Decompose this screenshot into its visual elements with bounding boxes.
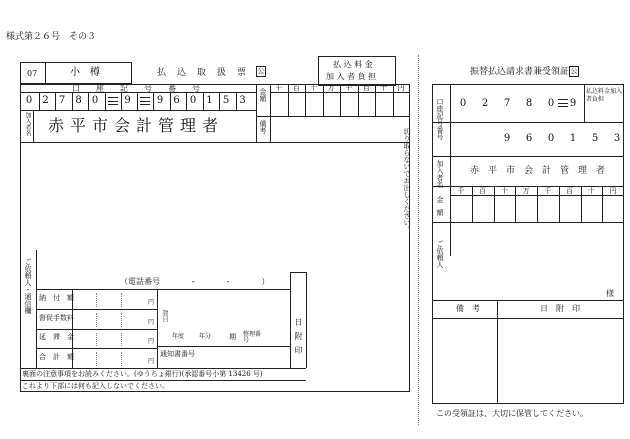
fee-row-divider	[36, 309, 157, 310]
receipt-subscriber-name: 赤 平 市 会 計 管 理 者	[470, 166, 606, 176]
period-label: 年分	[199, 333, 212, 340]
amount-unit-label: 円	[397, 84, 405, 92]
receipt-amount-unit: 百	[566, 187, 574, 195]
check-digit-separator	[108, 97, 118, 105]
account-digit: 0	[25, 95, 33, 106]
fee-box-line1: 払 込 料 金	[333, 60, 373, 69]
ref-label: 整理番号	[243, 331, 262, 344]
receipt-account-digit: 0	[459, 98, 467, 109]
notice-label: 通知書番号	[160, 350, 195, 358]
account-digit: 8	[75, 95, 82, 106]
receipt-account-digit: 0	[547, 133, 555, 144]
fee-row-unit: 円	[148, 338, 155, 346]
receipt-honorific: 様	[606, 289, 614, 298]
fee-row-tick	[121, 293, 122, 307]
amount-unit-label: 十	[310, 84, 318, 92]
receipt-amount-divider	[559, 186, 560, 222]
receipt-seal: 公	[570, 67, 578, 75]
receipt-fee-text: 払込料金加入者負担	[586, 88, 623, 103]
subscriber-label: 加入者名	[24, 112, 31, 136]
receipt-amount-divider	[472, 186, 473, 222]
office-code: 07	[27, 69, 38, 78]
year-label: 年度	[172, 333, 185, 340]
term-label: 期	[229, 333, 236, 341]
fee-row-label: 督促手数料	[39, 313, 74, 322]
receipt-amount-divider	[537, 186, 538, 222]
amount-divider	[323, 84, 324, 116]
receipt-amount-divider	[602, 186, 603, 222]
account-digit: 3	[239, 95, 246, 106]
receipt-amount-unit: 百	[479, 187, 487, 195]
fee-row-tick	[121, 313, 122, 327]
account-digit: 1	[206, 95, 213, 106]
notes-line2: これより下部には何も記入しないでください。	[22, 382, 169, 390]
amount-label: 金額	[259, 88, 267, 102]
form-seal: 公	[257, 67, 265, 75]
receipt-account-digit: 8	[525, 98, 533, 109]
amount-unit-label: 千	[275, 84, 283, 92]
receipt-account-digit: 1	[569, 133, 577, 144]
receipt-amount-label: 金額	[436, 196, 444, 222]
account-digit: 5	[222, 95, 230, 106]
fee-row-tick	[96, 333, 97, 347]
requester-label: ご依頼人・通信欄	[24, 258, 32, 314]
form-title: 払 込 取 扱 票	[157, 68, 248, 78]
receipt-amount-unit: 万	[522, 187, 530, 195]
fee-row-tick	[96, 313, 97, 327]
receipt-check-digit: 9	[569, 98, 577, 109]
fee-row-tick	[96, 293, 97, 307]
amount-divider	[305, 84, 306, 116]
phone-label: （電話番号 - - ）	[120, 277, 270, 286]
receipt-account-digit: 9	[503, 133, 511, 144]
amount-unit-label: 千	[345, 84, 353, 92]
form-number: 様式第２６号 その３	[6, 32, 97, 42]
fee-row-label: 延 滞 金	[39, 333, 74, 342]
account-check-digit: 9	[124, 95, 131, 106]
fee-row-tick	[121, 352, 122, 366]
fee-row-label: 納 付 額	[39, 293, 74, 302]
account-digit: 7	[58, 95, 66, 106]
amount-unit-label: 百	[292, 84, 300, 92]
amount-divider	[393, 84, 394, 116]
receipt-amount-divider	[581, 186, 582, 222]
perforation-line	[418, 55, 419, 425]
fee-row-divider	[36, 329, 157, 330]
check-digit-separator	[140, 97, 150, 105]
receipt-amount-divider	[515, 186, 516, 222]
amount-divider	[375, 84, 376, 116]
fee-row-label: 合 計 額	[39, 353, 74, 362]
receipt-account-label: 口座記号番号	[436, 98, 444, 140]
notes-line1: 裏面の注意事項をお読みください。(ゆうちょ銀行)(承認番号小第 13426 号)	[22, 370, 263, 378]
remarks-label: 備考	[259, 120, 267, 134]
receipt-amount-divider	[494, 186, 495, 222]
fee-row-unit: 円	[148, 298, 155, 306]
receipt-account-digit: 0	[547, 98, 555, 109]
amount-unit-label: 十	[380, 84, 388, 92]
amount-divider	[288, 84, 289, 116]
receipt-requester-label: ご依頼人	[436, 240, 444, 268]
fee-row-tick	[96, 352, 97, 366]
receipt-amount-unit: 十	[500, 187, 508, 195]
subscriber-name: 赤平市会計管理者	[48, 116, 225, 135]
receipt-date-stamp-label: 日 附 印	[540, 304, 580, 313]
fee-row-tick	[121, 333, 122, 347]
receipt-amount-unit: 千	[544, 187, 552, 195]
receipt-title: 振替払込請求書兼受領証	[470, 67, 570, 77]
amount-unit-label: 万	[327, 84, 335, 92]
receipt-account-digit: 3	[613, 133, 621, 144]
receipt-footer: この受領証は、大切に保管してください。	[436, 409, 588, 418]
digit-divider	[105, 92, 106, 110]
cut-instruction: 切り取らないでお出しください。	[403, 128, 411, 233]
receipt-account-digit: 6	[525, 133, 533, 144]
receipt-account-digit: 2	[481, 98, 489, 109]
account-digit: 6	[173, 95, 180, 106]
account-digit: 0	[189, 95, 197, 106]
account-digit: 0	[91, 95, 99, 106]
digit-divider	[137, 92, 138, 110]
account-digit: 2	[42, 95, 49, 106]
amount-unit-label: 百	[362, 84, 370, 92]
receipt-divider	[584, 84, 585, 122]
fee-row-divider	[36, 348, 157, 349]
office-name: 小 樽	[70, 67, 100, 78]
fee-row-unit: 円	[148, 358, 155, 365]
receipt-amount-unit: 十	[587, 187, 595, 195]
receipt-frame	[432, 84, 624, 404]
fee-box-line2: 加 入 者 負 担	[326, 72, 377, 81]
account-header: 口 座 記 号 番 号	[72, 84, 200, 93]
amount-divider	[358, 84, 359, 116]
receipt-amount-unit: 千	[457, 187, 465, 195]
account-digit: 9	[156, 95, 164, 106]
receipt-account-digit: 7	[503, 98, 511, 109]
receipt-subscriber-label: 加入者名	[436, 160, 444, 188]
receipt-amount-unit: 円	[609, 187, 617, 195]
receipt-account-digit: 5	[591, 133, 599, 144]
amount-divider	[340, 84, 341, 116]
fiscal-label: 賀目	[161, 310, 168, 322]
fee-row-unit: 円	[148, 318, 155, 326]
receipt-remarks-label: 備 考	[456, 304, 480, 313]
date-stamp-label: 日附印	[294, 318, 303, 360]
